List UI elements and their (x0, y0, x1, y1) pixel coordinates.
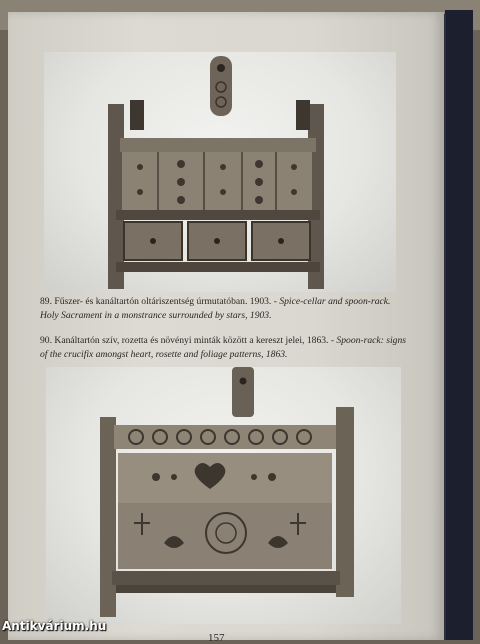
photo-spice-cellar (44, 52, 396, 292)
caption-89-hungarian: 89. Fűszer- és kanáltartón oltáriszentség úrmutatóban. 1903. - (40, 296, 277, 307)
book-cover-edge (445, 10, 473, 640)
caption-90-hungarian: 90. Kanáltartón szív, rozetta és növényi minták között a kereszt jelei, 1863. - (40, 335, 335, 346)
caption-90-english: Spoon-rack: signs of the crucifix amongst heart, rosette and foliage patterns, 1863. (40, 335, 406, 360)
watermark-logo: Antikvárium.hu (2, 619, 107, 633)
caption-89-english: Spice-cellar and spoon-rack. Holy Sacrament in a monstrance surrounded by stars, 1903. (40, 296, 391, 321)
book-page (8, 12, 444, 644)
page-number: 157 (208, 632, 225, 644)
figure-90-caption (40, 334, 408, 362)
figure-89-caption (40, 295, 408, 323)
photo-spoon-rack (46, 367, 401, 624)
